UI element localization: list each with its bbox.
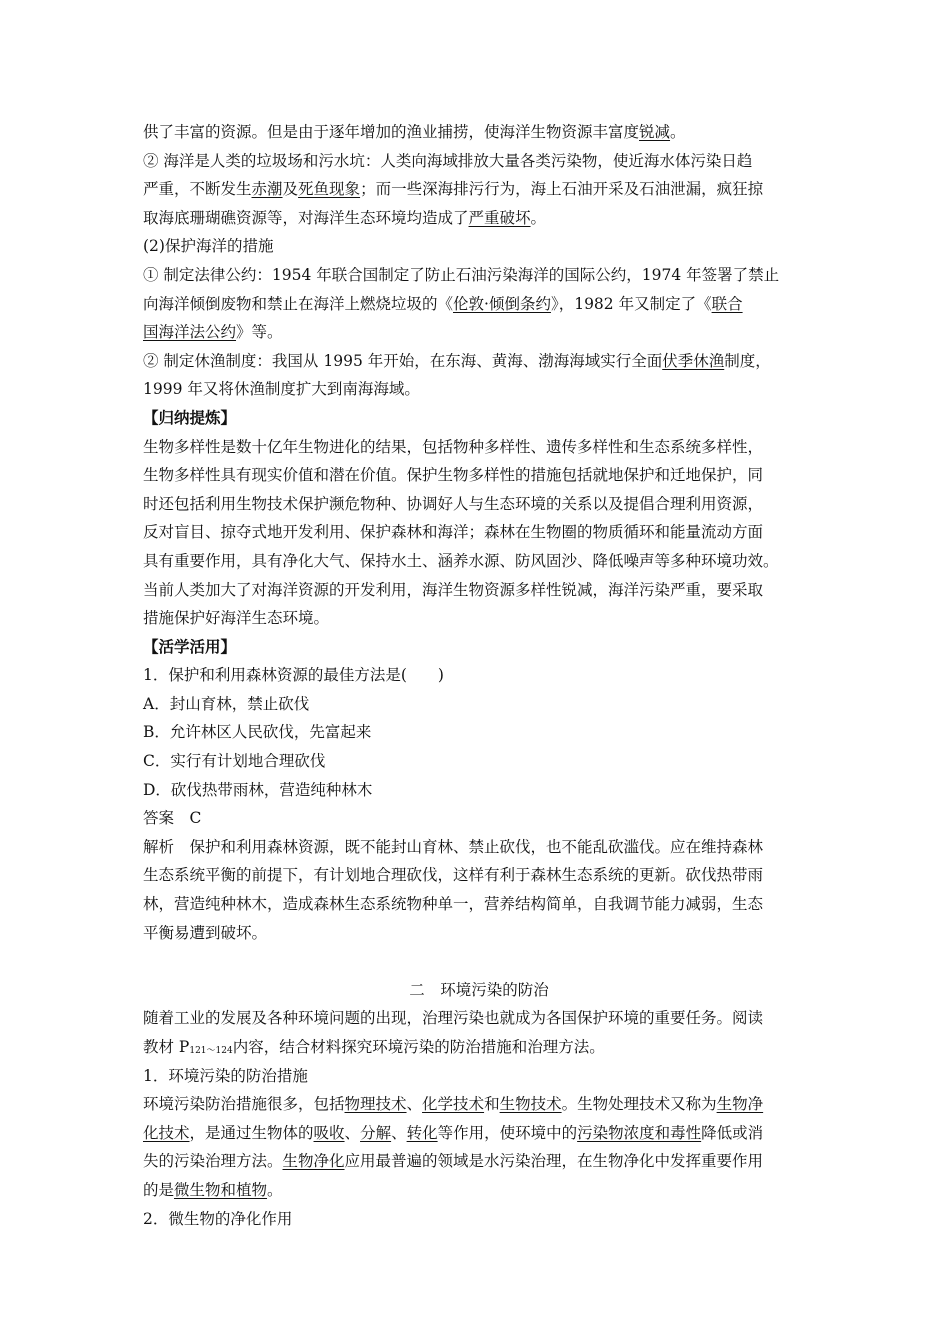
text: 严重，不断发生 [143, 180, 252, 199]
underlined-term: 化技术 [143, 1123, 190, 1142]
analysis-line: 林，营造纯种林木，造成森林生态系统物种单一，营养结构简单，自我调节能力减弱，生态 [143, 895, 764, 914]
underlined-term: 生物技术 [499, 1095, 562, 1114]
text: 、 [391, 1123, 407, 1142]
summary-heading: 【归纳提炼】 [143, 407, 237, 427]
underlined-term: 伏季休渔 [662, 351, 725, 370]
text-line [143, 347, 815, 376]
underlined-term: 国海洋法公约 [143, 323, 237, 342]
text-line [143, 318, 815, 347]
text-line [143, 1147, 815, 1176]
text-line: ① 制定法律公约：1954 年联合国制定了防止石油污染海洋的国际公约，1974 年签署了禁止 [143, 265, 780, 284]
text: 降低或消 [701, 1123, 764, 1142]
text: 。 [267, 1180, 283, 1199]
summary-line: 当前人类加大了对海洋资源的开发利用，海洋生物资源多样性锐减，海洋污染严重，要采取 [143, 580, 764, 599]
underlined-term: 锐减 [639, 123, 671, 141]
analysis-line: 解析 保护和利用森林资源，既不能封山育林、禁止砍伐，也不能乱砍滥伐。应在维持森林 [143, 837, 764, 856]
text: 供了丰富的资源。但是由于逐年增加的渔业捕捞，使海洋生物资源丰富度 [143, 123, 640, 141]
document-page [143, 118, 815, 1233]
underlined-term: 生物净 [716, 1095, 764, 1114]
text: 教材 P [143, 1038, 190, 1056]
text-line [143, 1119, 815, 1148]
spacer [143, 947, 815, 976]
underlined-term: 污染物浓度和毒性 [577, 1123, 702, 1142]
subheading: 2．微生物的净化作用 [143, 1209, 293, 1228]
underlined-term: 化学技术 [422, 1095, 485, 1114]
underlined-term: 伦敦·倾倒条约 [453, 294, 551, 313]
text: 》，1982 年又制定了《 [550, 294, 712, 313]
text: 。 [530, 208, 547, 227]
summary-line: 具有重要作用，具有净化大气、保持水土、涵养水源、防风固沙、降低噪声等多种环境功效。 [143, 551, 779, 570]
text: ；而一些深海排污行为，海上石油开采及石油泄漏，疯狂掠 [360, 180, 764, 199]
text: 的是 [143, 1180, 175, 1199]
text: 应用最普遍的领域是水污染治理，在生物净化中发挥重要作用 [344, 1152, 764, 1171]
text: 。生物处理技术又称为 [561, 1095, 717, 1114]
section-title: 二 环境污染的防治 [409, 980, 549, 999]
page-range: 121～124 [189, 1046, 233, 1056]
text: 和 [484, 1095, 500, 1114]
text: 内容，结合材料探究环境污染的防治措施和治理方法。 [232, 1038, 605, 1056]
text: 等作用，使环境中的 [437, 1123, 578, 1142]
intro-line: 随着工业的发展及各种环境问题的出现，治理污染也就成为各国保护环境的重要任务。阅读 [143, 1009, 764, 1028]
underlined-term: 生物净化 [282, 1152, 345, 1171]
option-c: C．实行有计划地合理砍伐 [143, 752, 326, 771]
underlined-term: 物理技术 [344, 1095, 407, 1114]
text-line [143, 175, 815, 204]
subheading: (2)保护海洋的措施 [143, 237, 274, 256]
text: ② 制定休渔制度：我国从 1995 年开始，在东海、黄海、渤海海域实行全面 [143, 351, 663, 370]
option-a: A．封山育林，禁止砍伐 [143, 694, 310, 713]
text-line: ② 海洋是人类的垃圾场和污水坑：人类向海域排放大量各类污染物，使近海水体污染日趋 [143, 151, 753, 170]
intro-line [143, 1033, 815, 1062]
text: 取海底珊瑚礁资源等，对海洋生态环境均造成了 [143, 208, 469, 227]
underlined-term: 吸收 [313, 1123, 345, 1142]
underlined-term: 转化 [406, 1123, 438, 1142]
text-line [143, 204, 815, 233]
option-d: D．砍伐热带雨林，营造纯种林木 [143, 780, 373, 799]
underlined-term: 分解 [360, 1123, 392, 1142]
summary-line: 措施保护好海洋生态环境。 [143, 609, 330, 628]
question: 1．保护和利用森林资源的最佳方法是( ) [143, 666, 444, 685]
text: 环境污染防治措施很多，包括 [143, 1095, 345, 1114]
summary-line: 生物多样性具有现实价值和潜在价值。保护生物多样性的措施包括就地保护和迁地保护，同 [143, 466, 764, 485]
analysis-line: 生态系统平衡的前提下，有计划地合理砍伐，这样有利于森林生态系统的更新。砍伐热带雨 [143, 866, 764, 885]
underlined-term: 严重破坏 [468, 208, 531, 227]
analysis-line: 平衡易遭到破坏。 [143, 923, 268, 942]
text: 及 [282, 180, 299, 199]
text-line [143, 118, 815, 147]
answer: 答案 C [143, 809, 202, 828]
text: 、 [344, 1123, 361, 1142]
text-line [143, 1090, 815, 1119]
subheading: 1．环境污染的防治措施 [143, 1066, 308, 1085]
underlined-term: 死鱼现象 [298, 180, 361, 199]
text-line: 1999 年又将休渔制度扩大到南海海域。 [143, 380, 420, 399]
option-b: B．允许林区人民砍伐，先富起来 [143, 723, 372, 742]
text: 》等。 [236, 323, 283, 342]
text: 向海洋倾倒废物和禁止在海洋上燃烧垃圾的《 [143, 294, 454, 313]
text: 、 [406, 1095, 423, 1114]
summary-line: 生物多样性是数十亿年生物进化的结果，包括物种多样性、遗传多样性和生态系统多样性， [143, 437, 764, 456]
underlined-term: 联合 [711, 294, 743, 313]
text: 。 [670, 123, 686, 141]
summary-line: 反对盲目、掠夺式地开发利用、保护森林和海洋；森林在生物圈的物质循环和能量流动方面 [143, 523, 764, 542]
practice-heading: 【活学活用】 [143, 636, 237, 656]
summary-line: 时还包括利用生物技术保护濒危物种、协调好人与生态环境的关系以及提倡合理利用资源， [143, 494, 764, 513]
text: 失的污染治理方法。 [143, 1152, 283, 1171]
underlined-term: 赤潮 [251, 180, 283, 199]
text: 制度， [724, 351, 771, 370]
text-line [143, 290, 815, 319]
text-line [143, 1176, 815, 1205]
underlined-term: 微生物和植物 [174, 1180, 268, 1199]
text: ，是通过生物体的 [189, 1123, 314, 1142]
